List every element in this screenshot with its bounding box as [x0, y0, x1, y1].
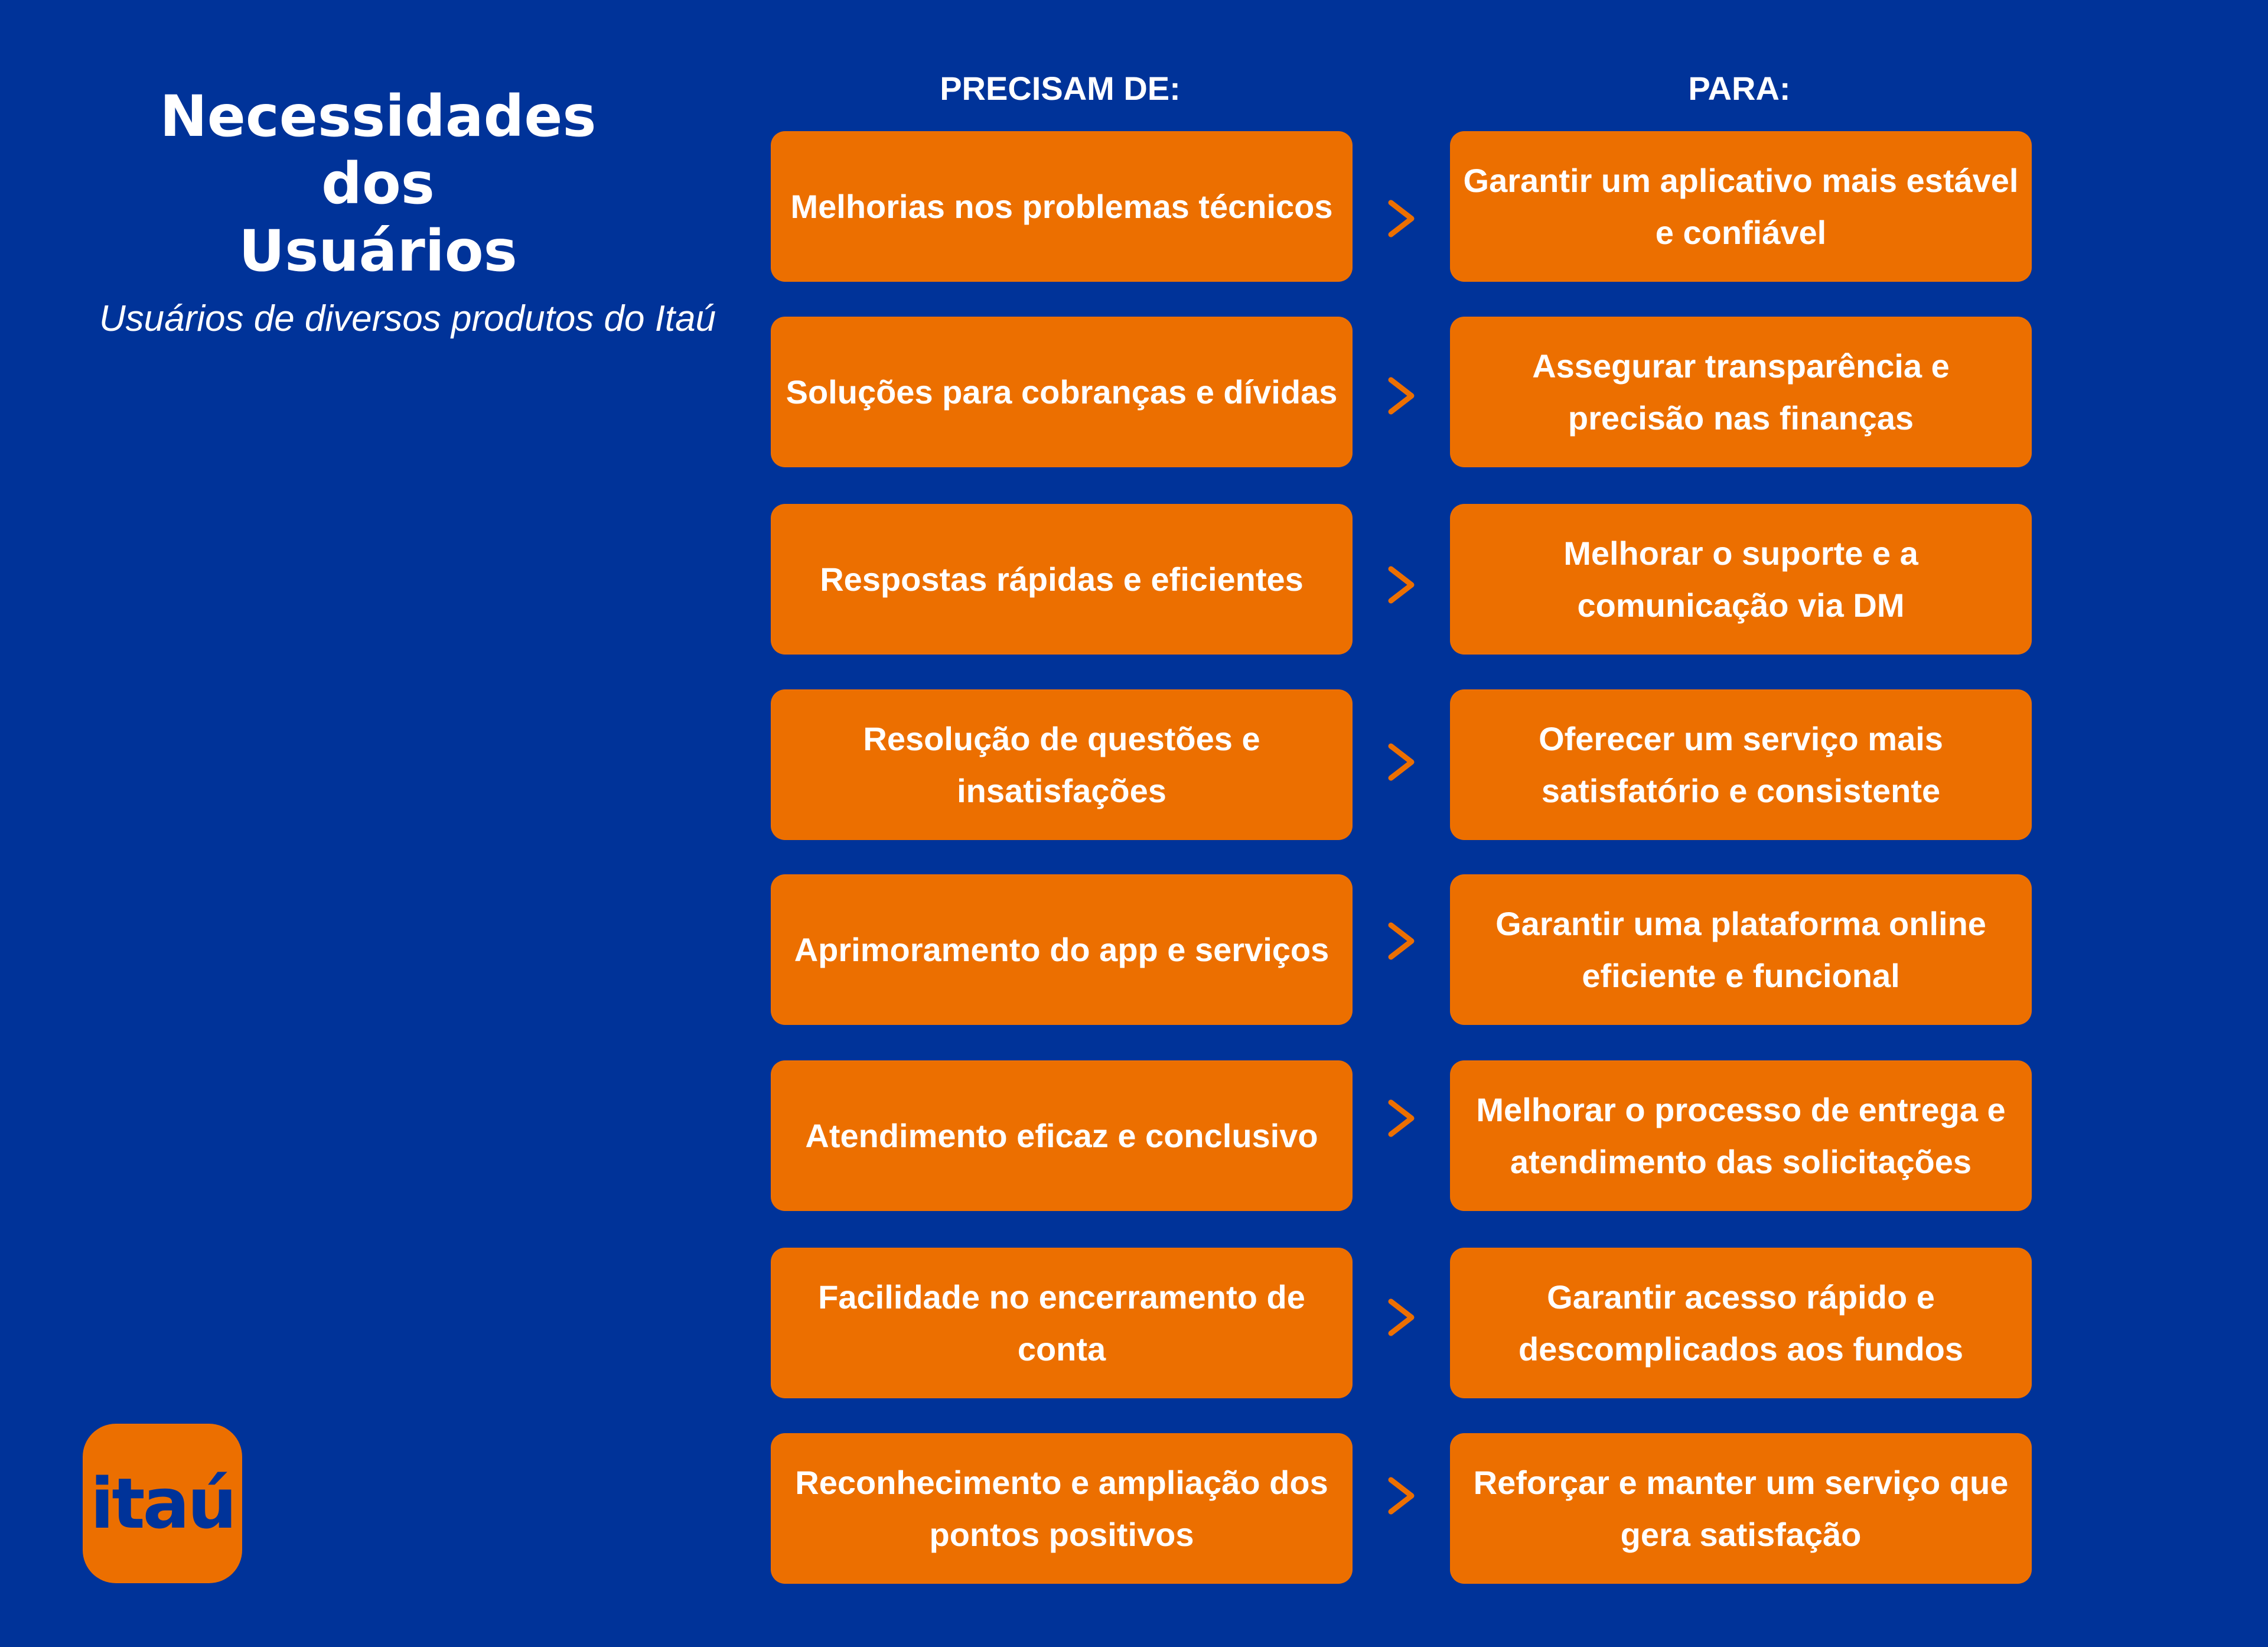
- chevron-right-icon: [1385, 920, 1418, 962]
- need-box: [771, 1248, 1353, 1398]
- goal-box: [1450, 1433, 2032, 1584]
- chevron-right-icon: [1385, 1297, 1418, 1338]
- goal-box: [1450, 1248, 2032, 1398]
- goal-text: Garantir um aplicativo mais estável e confiável: [1463, 161, 2019, 251]
- need-text: Soluções para cobranças e dívidas: [786, 373, 1338, 411]
- need-text: Facilidade no encerramento de conta: [818, 1278, 1305, 1368]
- column-header-goals: PARA:: [1688, 70, 1791, 107]
- chevron-right-icon: [1385, 375, 1418, 416]
- chevron-right-icon: [1385, 198, 1418, 239]
- goal-text: Garantir acesso rápido e descomplicados aos fundos: [1518, 1278, 1964, 1368]
- need-text: Melhorias nos problemas técnicos: [790, 187, 1333, 225]
- need-box: [771, 317, 1353, 467]
- need-text: Respostas rápidas e eficientes: [820, 560, 1304, 598]
- goal-box: [1450, 1060, 2032, 1211]
- chevron-right-icon: [1385, 1098, 1418, 1139]
- goal-box: [1450, 689, 2032, 840]
- need-text: Aprimoramento do app e serviços: [794, 930, 1329, 968]
- goal-text: Melhorar o suporte e a comunicação via DM: [1563, 534, 1918, 624]
- chevron-right-icon: [1385, 564, 1418, 606]
- logo-text: itaú: [90, 1463, 235, 1544]
- need-text: Resolução de questões e insatisfações: [863, 720, 1260, 809]
- page-title: Necessidades dos Usuários: [159, 83, 597, 284]
- need-box: [771, 131, 1353, 282]
- need-text: Atendimento eficaz e conclusivo: [805, 1117, 1318, 1154]
- goal-box: [1450, 317, 2032, 467]
- need-box: [771, 874, 1353, 1025]
- need-box: [771, 504, 1353, 655]
- goal-text: Oferecer um serviço mais satisfatório e consistente: [1539, 720, 1943, 809]
- goal-text: Melhorar o processo de entrega e atendimento das solicitações: [1476, 1091, 2006, 1180]
- need-box: [771, 1060, 1353, 1211]
- goal-box: [1450, 131, 2032, 282]
- chevron-right-icon: [1385, 1475, 1418, 1516]
- goal-text: Reforçar e manter um serviço que gera satisfação: [1473, 1463, 2009, 1553]
- need-box: [771, 689, 1353, 840]
- itau-logo: [83, 1424, 242, 1583]
- goal-text: Garantir uma plataforma online eficiente e funcional: [1495, 904, 1986, 994]
- goal-box: [1450, 874, 2032, 1025]
- column-header-needs: PRECISAM DE:: [940, 70, 1181, 107]
- need-text: Reconhecimento e ampliação dos pontos positivos: [795, 1463, 1328, 1553]
- page-subtitle: Usuários de diversos produtos do Itaú: [99, 298, 716, 339]
- goal-text: Assegurar transparência e precisão nas finanças: [1532, 347, 1950, 437]
- goal-box: [1450, 504, 2032, 655]
- chevron-right-icon: [1385, 741, 1418, 783]
- need-box: [771, 1433, 1353, 1584]
